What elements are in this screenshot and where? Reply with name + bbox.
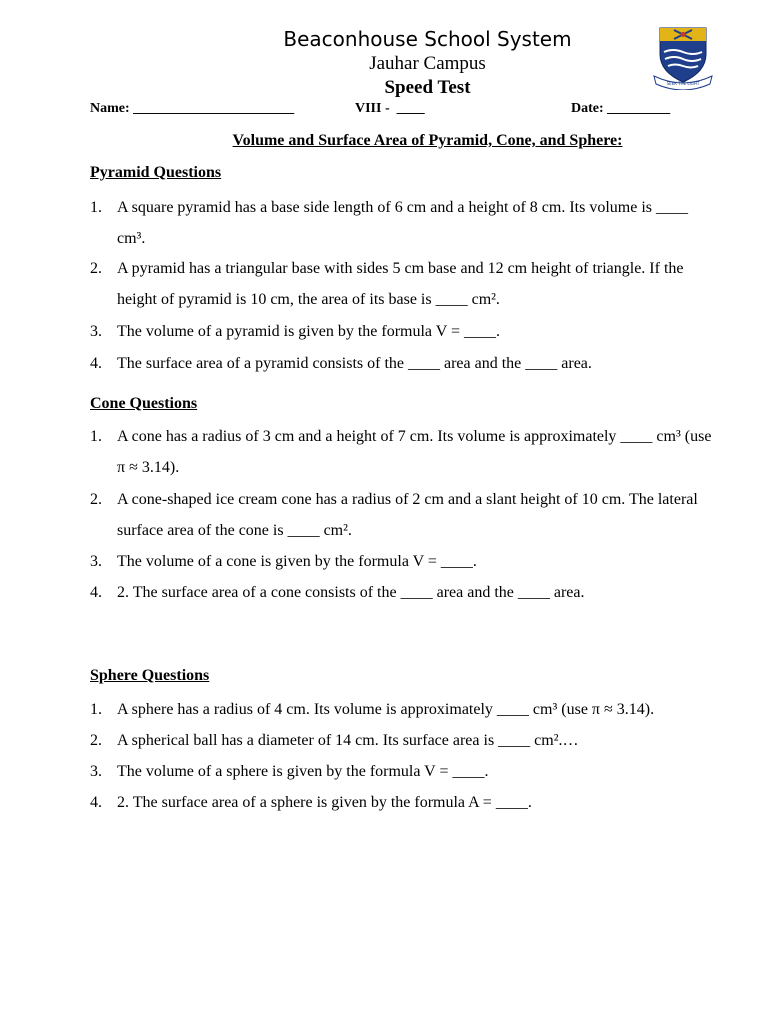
question-text: A cone-shaped ice cream cone has a radius of 2 cm and a slant height of 10 cm. The lateral surface area of the cone is ____ cm². [117, 491, 698, 539]
question-text: 2. The surface area of a cone consists of the ____ area and the ____ area. [117, 584, 585, 601]
school-crest-logo [652, 24, 714, 90]
school-name: Beaconhouse School System [283, 27, 572, 51]
name-field: Name: _______________________ [90, 101, 295, 116]
question-text: The surface area of a pyramid consists of the ____ area and the ____ area. [117, 355, 592, 372]
question-number: 1. [90, 428, 102, 445]
question-number: 2. [90, 491, 102, 508]
question-item [90, 421, 720, 483]
campus-name: Jauhar Campus [369, 53, 486, 74]
question-text: A cone has a radius of 3 cm and a height of 7 cm. Its volume is approximately ____ cm³ (use π ≈ 3.14). [117, 428, 712, 476]
question-text: The volume of a pyramid is given by the formula V = ____. [117, 323, 501, 340]
question-number: 4. [90, 355, 102, 372]
question-number: 3. [90, 763, 102, 780]
question-item [90, 694, 720, 725]
question-number: 2. [90, 732, 102, 749]
student-info-row [90, 101, 730, 121]
sphere-section-heading: Sphere Questions [90, 667, 210, 684]
question-text: A pyramid has a triangular base with sides 5 cm base and 12 cm height of triangle. If the height of pyramid is 10 cm, the area of its base is ____ cm². [117, 260, 684, 308]
question-number: 4. [90, 794, 102, 811]
question-item [90, 787, 720, 818]
question-item [90, 725, 720, 756]
question-number: 3. [90, 323, 102, 340]
question-number: 3. [90, 553, 102, 570]
question-text: The volume of a sphere is given by the formula V = ____. [117, 763, 489, 780]
question-number: 2. [90, 260, 102, 277]
question-item [90, 192, 720, 254]
question-text: A sphere has a radius of 4 cm. Its volume is approximately ____ cm³ (use π ≈ 3.14). [117, 701, 655, 718]
question-text: 2. The surface area of a sphere is given by the formula A = ____. [117, 794, 532, 811]
question-item [90, 316, 720, 347]
question-item [90, 253, 720, 315]
question-number: 1. [90, 199, 102, 216]
question-item [90, 756, 720, 787]
question-text: A square pyramid has a base side length of 6 cm and a height of 8 cm. Its volume is ____ cm³. [117, 199, 688, 247]
test-title: Speed Test [384, 77, 471, 98]
question-item [90, 577, 720, 608]
question-text: The volume of a cone is given by the formula V = ____. [117, 553, 477, 570]
pyramid-section-heading: Pyramid Questions [90, 164, 222, 181]
question-item [90, 348, 720, 379]
class-field: VIII - ____ [355, 101, 425, 116]
cone-section-heading: Cone Questions [90, 395, 198, 412]
date-field: Date: _________ [571, 101, 671, 116]
question-text: A spherical ball has a diameter of 14 cm. Its surface area is ____ cm².… [117, 732, 579, 749]
question-item [90, 546, 720, 577]
question-item [90, 484, 720, 546]
question-number: 1. [90, 701, 102, 718]
logo-motto: SEEK THE LIGHT [666, 81, 700, 86]
worksheet-title: Volume and Surface Area of Pyramid, Cone, and Sphere: [232, 132, 623, 149]
question-number: 4. [90, 584, 102, 601]
